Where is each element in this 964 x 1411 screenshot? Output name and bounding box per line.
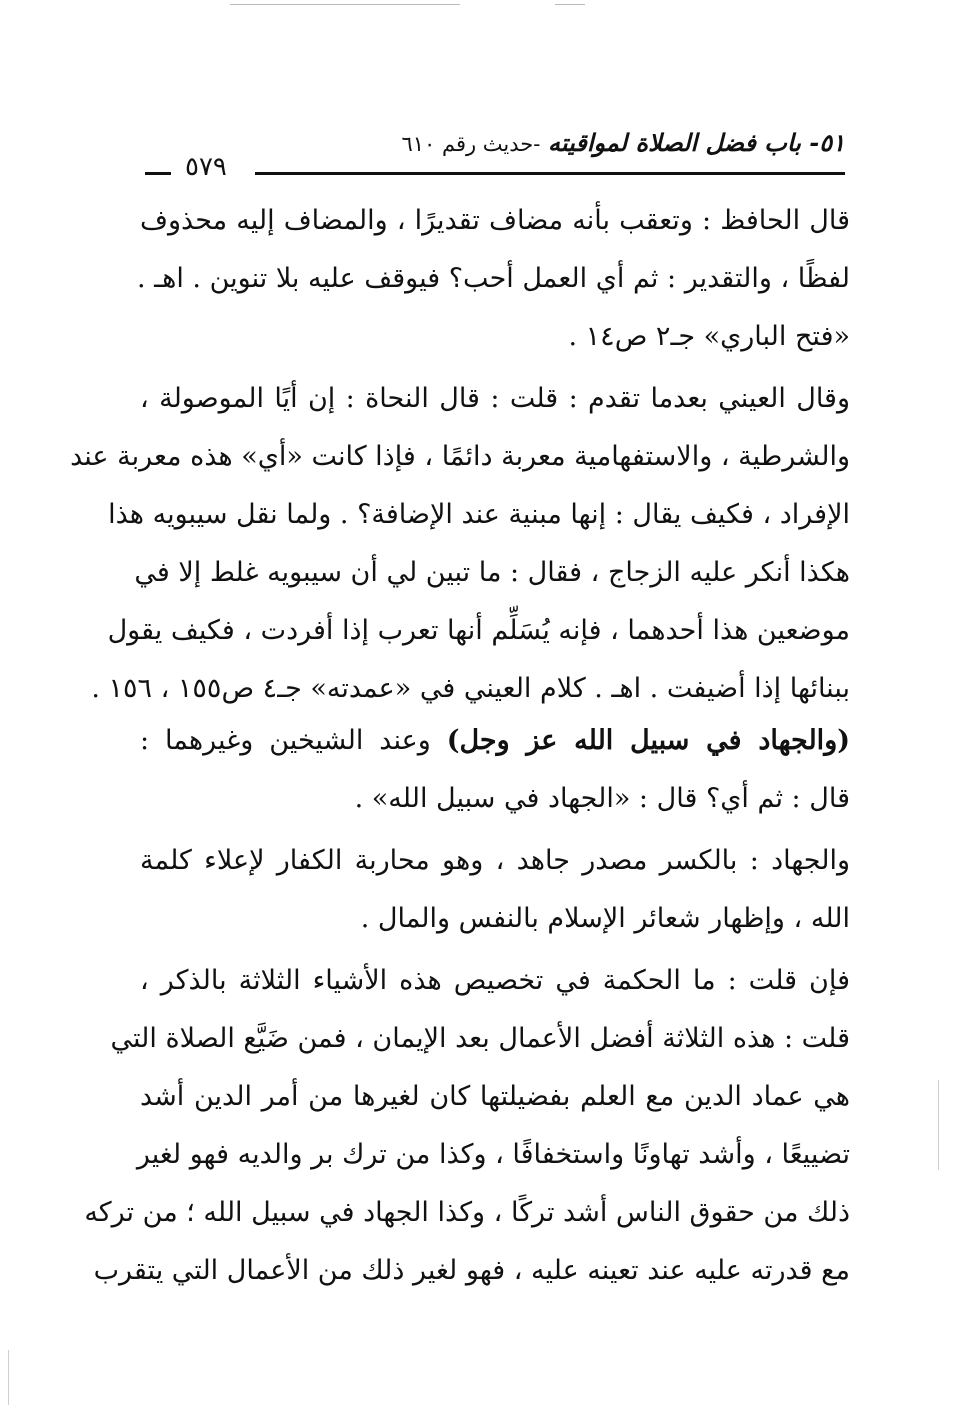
paragraph-jihad-definition — [140, 832, 850, 948]
text-line: قال الحافظ : وتعقب بأنه مضاف تقديرًا ، والمضاف إليه محذوف — [140, 205, 850, 236]
text-line: هي عماد الدين مع العلم بفضيلتها كان لغيرها من أمر الدين أشد — [140, 1081, 850, 1112]
chapter-title: ٥١- باب فضل الصلاة لمواقيته — [548, 128, 845, 157]
header-rule-short — [145, 172, 171, 175]
text-line: ببنائها إذا أضيفت . اهـ . كلام العيني في «عمدته» جـ٤ ص١٥٥ ، ١٥٦ . — [91, 673, 850, 704]
text-line: والشرطية ، والاستفهامية معربة دائمًا ، فإذا كانت «أي» هذه معربة عند — [70, 441, 850, 472]
text-line — [140, 712, 850, 770]
text-line: قلت : هذه الثلاثة أفضل الأعمال بعد الإيمان ، فمن ضَيَّع الصلاة التي — [110, 1023, 850, 1054]
paragraph-aini-quote — [70, 370, 850, 718]
header-rule — [255, 172, 845, 175]
header-title — [401, 128, 845, 157]
paragraph-jihad-heading — [140, 712, 850, 828]
text-line: قال : ثم أي؟ قال : «الجهاد في سبيل الله» . — [354, 783, 850, 814]
margin-mark — [8, 1350, 9, 1405]
text-line: الله ، وإظهار شعائر الإسلام بالنفس والمال . — [360, 903, 850, 934]
text-line: لفظًا ، والتقدير : ثم أي العمل أحب؟ فيوقف عليه بلا تنوين . اهـ . — [137, 263, 850, 294]
text-line: مع قدرته عليه عند تعينه عليه ، فهو لغير ذلك من الأعمال التي يتقرب — [93, 1255, 850, 1286]
scan-edge-line — [230, 4, 460, 5]
text-line: هكذا أنكر عليه الزجاج ، فقال : ما تبين لي أن سيبويه غلط إلا في — [134, 557, 850, 588]
text-line: «فتح الباري» جـ٢ ص١٤ . — [568, 321, 850, 352]
text-line: ذلك من حقوق الناس أشد تركًا ، وكذا الجهاد في سبيل الله ؛ من تركه — [84, 1197, 850, 1228]
margin-mark — [938, 1080, 939, 1170]
running-header — [145, 128, 845, 188]
paragraph-hafiz-quote — [137, 192, 850, 366]
text-line: موضعين هذا أحدهما ، فإنه يُسَلِّم أنها تعرب إذا أفردت ، فكيف يقول — [107, 615, 850, 646]
text-line: فإن قلت : ما الحكمة في تخصيص هذه الأشياء الثلاثة بالذكر ، — [140, 965, 850, 996]
text-line: تضييعًا ، وأشد تهاونًا واستخفافًا ، وكذا من ترك بر والديه فهو لغير — [136, 1139, 850, 1170]
paragraph-wisdom — [84, 952, 850, 1300]
bold-lemma: (والجهاد في سبيل الله عز وجل) — [446, 725, 851, 756]
text-line: والجهاد : بالكسر مصدر جاهد ، وهو محاربة الكفار لإعلاء كلمة — [140, 845, 850, 876]
text-fragment: وعند الشيخين وغيرهما : — [140, 725, 447, 756]
hadith-reference: -حديث رقم ٦١٠ — [401, 132, 541, 156]
scan-edge-line — [555, 4, 585, 5]
text-line: الإفراد ، فكيف يقال : إنها مبنية عند الإضافة؟ . ولما نقل سيبويه هذا — [108, 499, 850, 530]
page-number: ٥٧٩ — [185, 152, 227, 182]
text-line: وقال العيني بعدما تقدم : قلت : قال النحاة : إن أيًا الموصولة ، — [140, 383, 850, 414]
